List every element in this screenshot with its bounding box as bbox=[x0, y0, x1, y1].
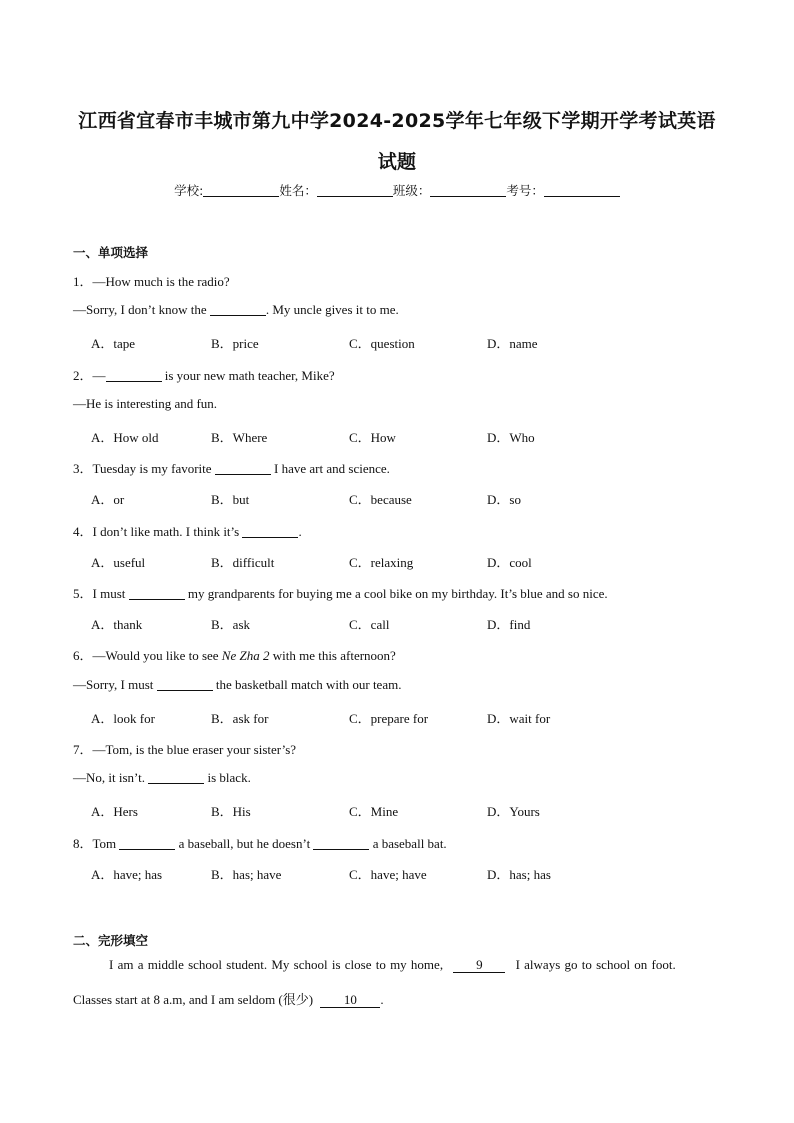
question-5-line1: 5．I must my grandparents for buying me a cool bike on my birthday. It’s blue and so nice. bbox=[73, 586, 608, 601]
answer-blank bbox=[242, 525, 298, 538]
option-d[interactable]: D．Yours bbox=[487, 804, 540, 819]
cloze-paragraph-line2: Classes start at 8 a.m, and I am seldom (很少) 10 . bbox=[73, 992, 384, 1007]
option-b[interactable]: B．difficult bbox=[211, 555, 275, 570]
question-2-line2: —He is interesting and fun. bbox=[73, 396, 218, 411]
option-c[interactable]: C．have; have bbox=[349, 867, 427, 882]
question-3-options bbox=[91, 489, 651, 507]
question-4-options bbox=[91, 552, 651, 570]
question-6-line2: —Sorry, I must the basketball match with our team. bbox=[73, 677, 402, 692]
option-b[interactable]: B．ask bbox=[211, 617, 251, 632]
option-d[interactable]: D．so bbox=[487, 492, 521, 507]
option-c[interactable]: C．How bbox=[349, 430, 396, 445]
movie-title: Ne Zha 2 bbox=[221, 648, 270, 663]
option-c[interactable]: C．prepare for bbox=[349, 711, 429, 726]
option-d[interactable]: D．has; has bbox=[487, 867, 551, 882]
option-d[interactable]: D．wait for bbox=[487, 711, 551, 726]
question-3-line1: 3．Tuesday is my favorite I have art and science. bbox=[73, 461, 390, 476]
answer-blank bbox=[157, 678, 213, 691]
option-a[interactable]: A．have; has bbox=[91, 867, 163, 882]
option-d[interactable]: D．cool bbox=[487, 555, 532, 570]
option-a[interactable]: A．useful bbox=[91, 555, 146, 570]
question-7-options bbox=[91, 801, 651, 819]
answer-blank bbox=[313, 837, 369, 850]
exam-title-line2: 试题 bbox=[377, 151, 417, 173]
class-field[interactable] bbox=[430, 184, 506, 197]
question-1-options bbox=[91, 333, 651, 351]
option-d[interactable]: D．Who bbox=[487, 430, 535, 445]
section-heading-single-choice: 一、单项选择 bbox=[73, 245, 149, 260]
option-b[interactable]: B．Where bbox=[211, 430, 268, 445]
question-7-line1: 7．—Tom, is the blue eraser your sister’s? bbox=[73, 742, 297, 757]
school-label: 学校: bbox=[174, 183, 204, 198]
exam-no-label: 考号： bbox=[506, 183, 544, 198]
cloze-paragraph-line1: I am a middle school student. My school is close to my home, 9 I always go to school on foot. bbox=[109, 957, 676, 972]
option-b[interactable]: B．price bbox=[211, 336, 259, 351]
option-a[interactable]: A．tape bbox=[91, 336, 136, 351]
option-a[interactable]: A．or bbox=[91, 492, 125, 507]
answer-blank bbox=[148, 771, 204, 784]
class-label: 班级： bbox=[392, 183, 431, 198]
exam-title-line1: 江西省宜春市丰城市第九中学2024-2025学年七年级下学期开学考试英语 bbox=[78, 110, 716, 132]
answer-blank bbox=[210, 303, 266, 316]
name-label: 姓名： bbox=[279, 183, 317, 198]
answer-blank bbox=[129, 587, 185, 600]
option-c[interactable]: C．relaxing bbox=[349, 555, 414, 570]
answer-blank bbox=[119, 837, 175, 850]
option-d[interactable]: D．find bbox=[487, 617, 531, 632]
student-info-row bbox=[0, 181, 794, 199]
option-c[interactable]: C．Mine bbox=[349, 804, 399, 819]
question-8-options bbox=[91, 864, 651, 882]
question-7-line2: —No, it isn’t. is black. bbox=[73, 770, 251, 785]
answer-blank bbox=[106, 369, 162, 382]
exam-no-field[interactable] bbox=[544, 184, 620, 197]
option-d[interactable]: D．name bbox=[487, 336, 538, 351]
option-a[interactable]: A．Hers bbox=[91, 804, 138, 819]
option-b[interactable]: B．but bbox=[211, 492, 250, 507]
cloze-blank-10[interactable]: 10 bbox=[320, 993, 380, 1008]
question-6-options bbox=[91, 708, 651, 726]
question-4-line1: 4．I don’t like math. I think it’s . bbox=[73, 524, 302, 539]
answer-blank bbox=[215, 462, 271, 475]
cloze-blank-9[interactable]: 9 bbox=[453, 958, 505, 973]
option-b[interactable]: B．has; have bbox=[211, 867, 282, 882]
option-b[interactable]: B．ask for bbox=[211, 711, 269, 726]
question-8-line1: 8．Tom a baseball, but he doesn’t a baseball bat. bbox=[73, 836, 447, 851]
option-a[interactable]: A．look for bbox=[91, 711, 155, 726]
question-6-line1: 6．—Would you like to see Ne Zha 2 with me this afternoon? bbox=[73, 648, 396, 663]
option-b[interactable]: B．His bbox=[211, 804, 251, 819]
question-1-line1: 1．—How much is the radio? bbox=[73, 274, 230, 289]
question-2-options bbox=[91, 427, 651, 445]
question-5-options bbox=[91, 614, 651, 632]
section-heading-cloze: 二、完形填空 bbox=[73, 933, 149, 948]
option-c[interactable]: C．because bbox=[349, 492, 412, 507]
question-2-line1: 2．— is your new math teacher, Mike? bbox=[73, 368, 335, 383]
question-1-line2: —Sorry, I don’t know the . My uncle gives it to me. bbox=[73, 302, 399, 317]
school-field[interactable] bbox=[203, 184, 279, 197]
option-c[interactable]: C．question bbox=[349, 336, 415, 351]
option-c[interactable]: C．call bbox=[349, 617, 390, 632]
option-a[interactable]: A．thank bbox=[91, 617, 143, 632]
name-field[interactable] bbox=[317, 184, 393, 197]
option-a[interactable]: A．How old bbox=[91, 430, 159, 445]
